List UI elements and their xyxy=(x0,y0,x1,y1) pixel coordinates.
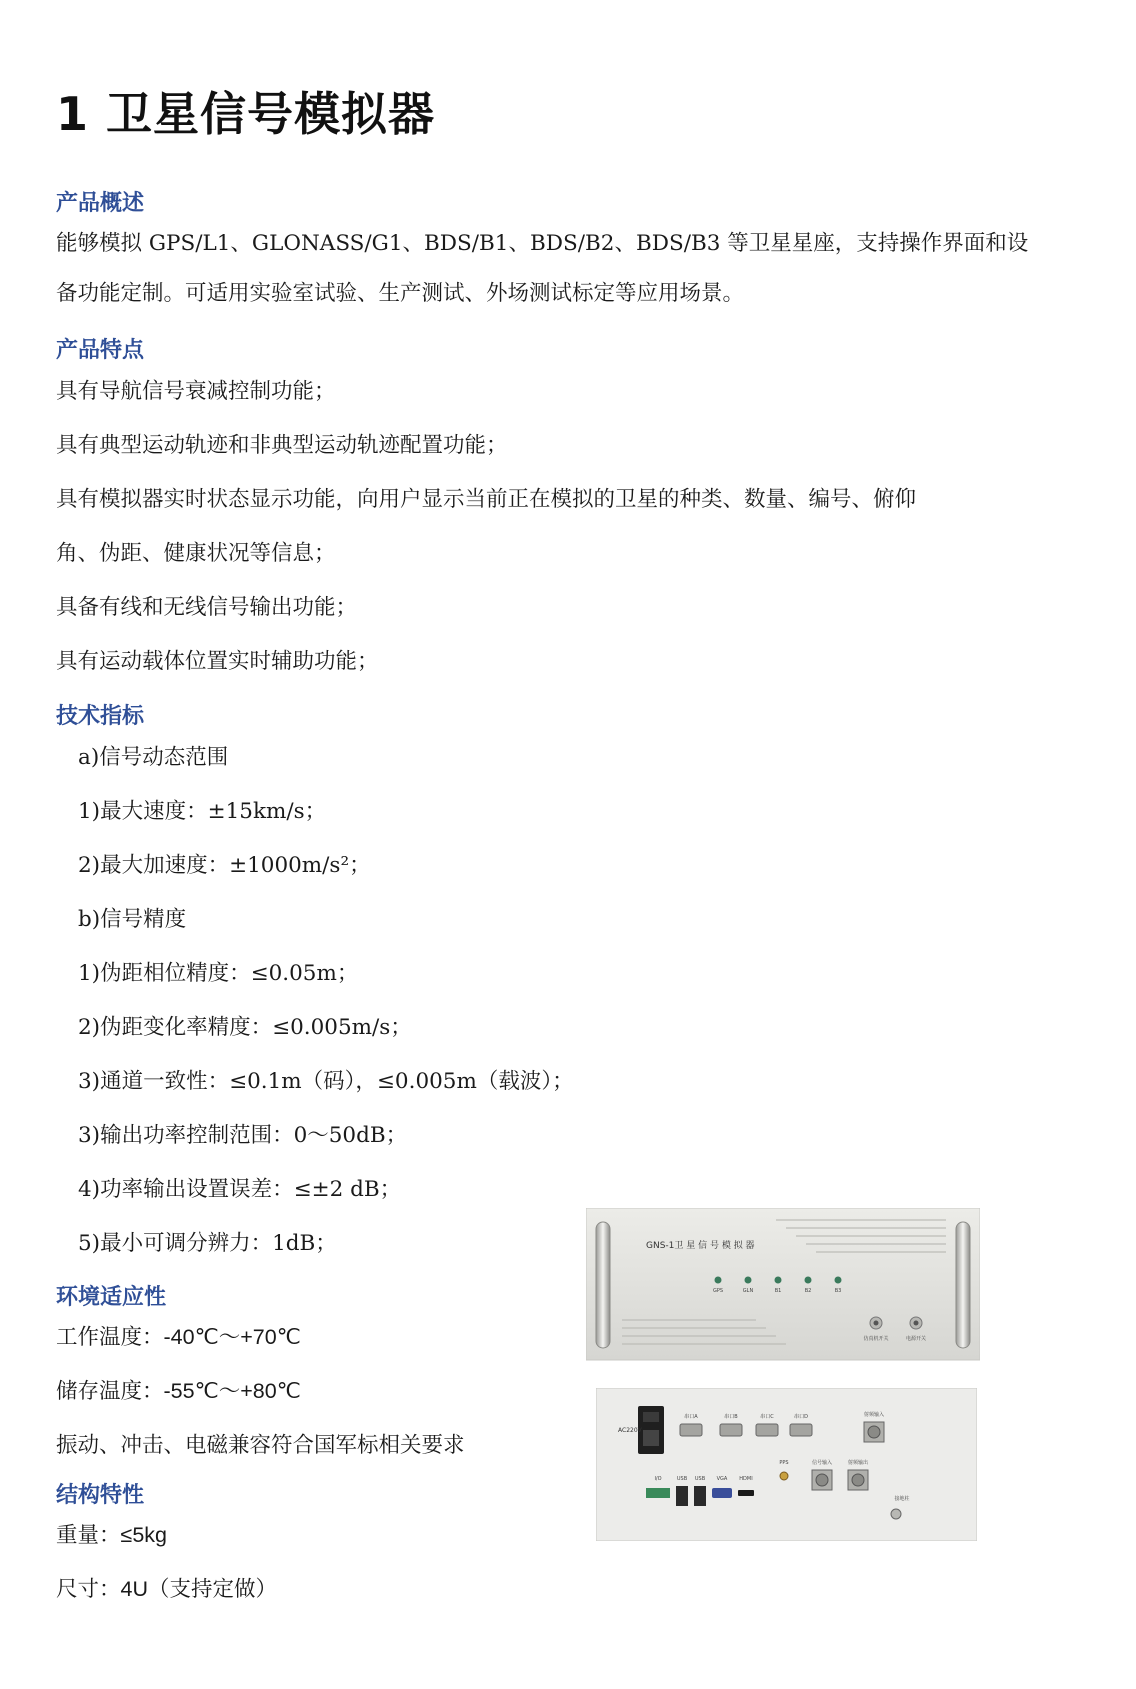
serial-port-c-icon xyxy=(756,1424,778,1436)
spec-line-1: a)信号动态范围 xyxy=(78,745,229,770)
heading-structure: 结构特性 xyxy=(56,1483,145,1508)
serial-label-d: 串口D xyxy=(794,1414,808,1420)
serial-label-a: 串口A xyxy=(684,1414,698,1420)
spec-line-5: 1)伪距相位精度：≤0.05m； xyxy=(78,961,359,986)
serial-port-b-icon xyxy=(720,1424,742,1436)
feature-line-1: 具有导航信号衰减控制功能； xyxy=(56,379,336,404)
structure-value-weight: ≤5kg xyxy=(120,1523,167,1547)
device-front-photo xyxy=(586,1208,980,1363)
spec-line-9: 4)功率输出设置误差：≤±2 dB； xyxy=(78,1177,402,1202)
usb-port-icon-2 xyxy=(694,1486,706,1506)
led-label-gps: GPS xyxy=(712,1288,724,1294)
io-terminal-icon xyxy=(646,1488,670,1498)
feature-line-2: 具有典型运动轨迹和非典型运动轨迹配置功能； xyxy=(56,433,508,458)
overview-line-2: 备功能定制。可适用实验室试验、生产测试、外场测试标定等应用场景。 xyxy=(56,281,745,306)
feature-line-3: 具有模拟器实时状态显示功能，向用户显示当前正在模拟的卫星的种类、数量、编号、俯仰 xyxy=(56,487,917,512)
switch-label-power: 电源开关 xyxy=(905,1336,927,1342)
pps-connector-icon xyxy=(780,1472,788,1480)
structure-label-size: 尺寸： xyxy=(56,1577,121,1602)
vga-port-icon xyxy=(712,1488,732,1498)
structure-value-size: 4U（支持定做） xyxy=(120,1577,278,1601)
rf-input-top-label: 射频输入 xyxy=(863,1412,885,1418)
env-line-3: 振动、冲击、电磁兼容符合国军标相关要求 xyxy=(56,1433,465,1458)
serial-port-a-icon xyxy=(680,1424,702,1436)
feature-line-4: 角、伪距、健康状况等信息； xyxy=(56,541,336,566)
heading-overview: 产品概述 xyxy=(56,191,145,216)
port-label-vga: VGA xyxy=(716,1476,728,1482)
switch-label-sim: 仿真机开关 xyxy=(863,1336,889,1342)
front-model-label: GNS-1卫 星 信 号 模 拟 器 xyxy=(646,1241,755,1251)
structure-line-2 xyxy=(56,1572,277,1603)
spec-line-7: 3)通道一致性：≤0.1m（码），≤0.005m（载波）； xyxy=(78,1069,574,1094)
led-gln xyxy=(745,1277,752,1284)
led-gps xyxy=(715,1277,722,1284)
rf-label-pps: PPS xyxy=(779,1460,789,1466)
structure-line-1 xyxy=(56,1518,167,1549)
port-label-usb2: USB xyxy=(694,1476,706,1482)
page-title: 1 卫星信号模拟器 xyxy=(56,87,436,141)
serial-label-c: 串口C xyxy=(760,1414,774,1420)
env-label-storage: 储存温度： xyxy=(56,1379,164,1404)
serial-label-b: 串口B xyxy=(724,1414,738,1420)
rf-label-signal-in: 信号输入 xyxy=(811,1460,833,1466)
env-value-storage: -55℃～+80℃ xyxy=(163,1379,301,1403)
led-label-b1: B1 xyxy=(774,1288,782,1294)
rf-label-rf-out: 射频输出 xyxy=(847,1460,869,1466)
feature-line-5: 具备有线和无线信号输出功能； xyxy=(56,595,358,620)
port-label-io: I/O xyxy=(654,1476,662,1482)
led-label-gln: GLN xyxy=(742,1288,754,1294)
heading-features: 产品特点 xyxy=(56,338,145,363)
feature-line-6: 具有运动载体位置实时辅助功能； xyxy=(56,649,379,674)
env-line-2 xyxy=(56,1374,301,1405)
usb-port-icon xyxy=(676,1486,688,1506)
ground-post-icon xyxy=(891,1509,901,1519)
led-b2 xyxy=(805,1277,812,1284)
spec-line-2: 1)最大速度：±15km/s； xyxy=(78,799,327,824)
spec-line-8: 3)输出功率控制范围：0～50dB； xyxy=(78,1123,408,1148)
env-label-operating: 工作温度： xyxy=(56,1325,164,1350)
hdmi-port-icon xyxy=(738,1490,754,1496)
device-rear-photo xyxy=(596,1388,977,1541)
spec-line-6: 2)伪距变化率精度：≤0.005m/s； xyxy=(78,1015,412,1040)
env-line-1 xyxy=(56,1320,301,1351)
ground-label: 接地柱 xyxy=(894,1496,910,1502)
led-label-b3: B3 xyxy=(834,1288,842,1294)
spec-line-10: 5)最小可调分辨力：1dB； xyxy=(78,1231,337,1256)
spec-line-3: 2)最大加速度：±1000m/s²； xyxy=(78,853,371,878)
led-b3 xyxy=(835,1277,842,1284)
led-label-b2: B2 xyxy=(804,1288,812,1294)
port-label-hdmi: HDMI xyxy=(739,1476,753,1482)
env-value-operating: -40℃～+70℃ xyxy=(163,1325,301,1349)
heading-specs: 技术指标 xyxy=(56,704,145,729)
overview-line-1: 能够模拟 GPS/L1、GLONASS/G1、BDS/B1、BDS/B2、BDS/B3 等卫星星座，支持操作界面和设 xyxy=(56,231,1029,256)
heading-environment: 环境适应性 xyxy=(56,1285,167,1310)
spec-line-4: b)信号精度 xyxy=(78,907,187,932)
port-label-usb1: USB xyxy=(676,1476,688,1482)
rear-power-label: AC220V xyxy=(618,1427,642,1434)
serial-port-d-icon xyxy=(790,1424,812,1436)
structure-label-weight: 重量： xyxy=(56,1523,121,1548)
led-b1 xyxy=(775,1277,782,1284)
